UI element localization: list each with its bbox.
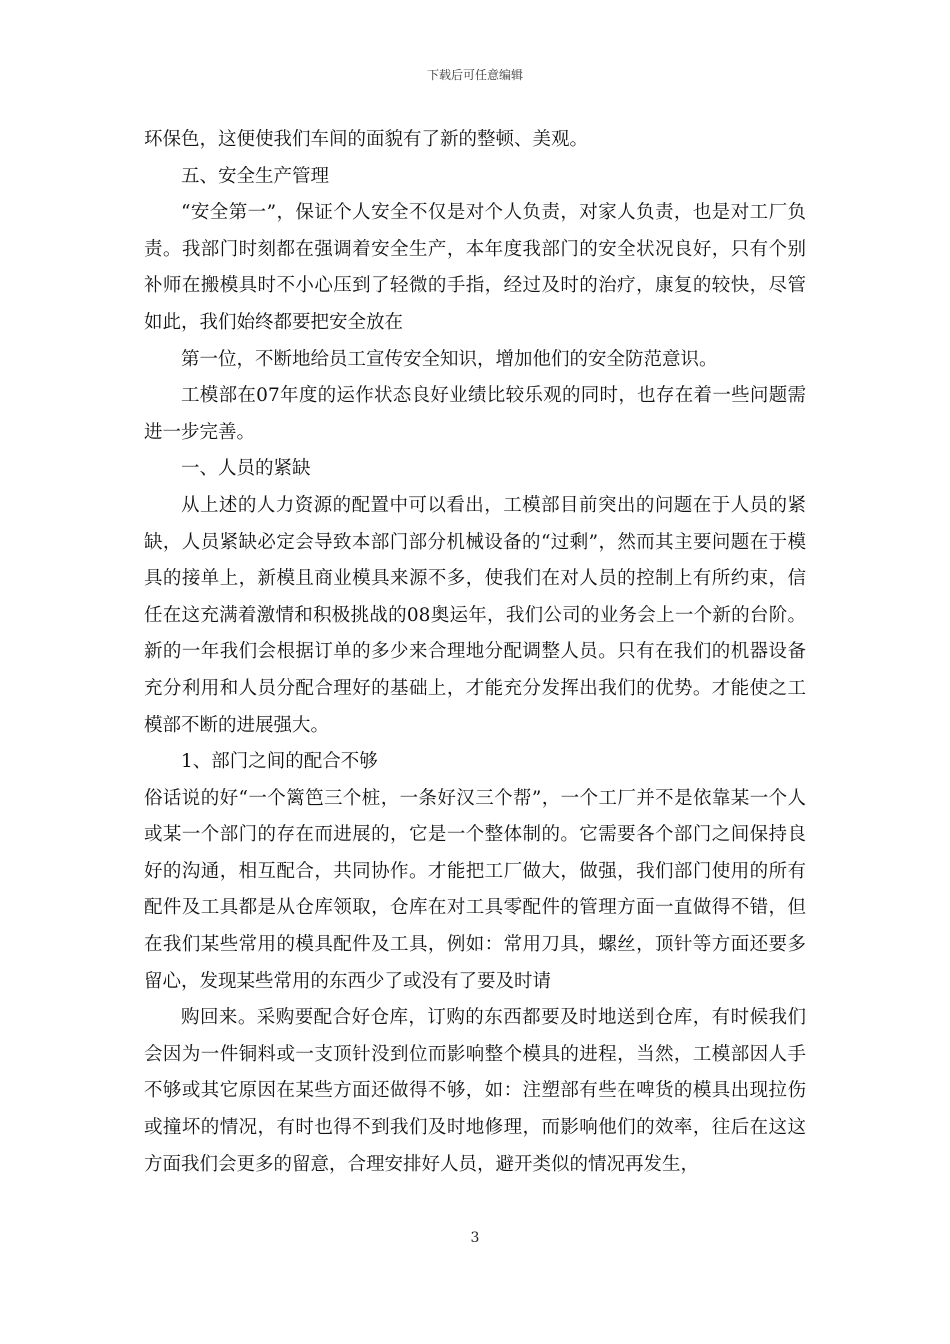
paragraph: 第一位，不断地给员工宣传安全知识，增加他们的安全防范意识。 [181,348,718,370]
paragraph: 从上述的人力资源的配置中可以看出，工模部目前突出的问题在于人员的紧缺，人员紧缺必定会导致本部门部分机械设备的“过剩”，然而其主要问题在于模具的接单上，新模且商业模具来源不多，使我们在对人员的控制上有所约束，信任在这充满着激情和积极挑战的08奥运年，我们公司的业务会上一个新的台阶。新的一年我们会根据订单的多少来合理地分配调整人员。只有在我们的机器设备充分利用和人员分配合理好的基础上，才能充分发挥出我们的优势。才能使之工模部不断的进展强大。 [144,494,806,736]
paragraph: “安全第一”，保证个人安全不仅是对个人负责，对家人负责，也是对工厂负责。我部门时刻都在强调着安全生产，本年度我部门的安全状况良好，只有个别补师在搬模具时不小心压到了轻微的手指，经过及时的治疗，康复的较快，尽管如此，我们始终都要把安全放在 [144,202,806,333]
page-header: 下载后可任意编辑 [426,68,523,82]
section-heading: 五、安全生产管理 [181,165,330,187]
document-body [144,122,806,1183]
paragraph: 俗话说的好“一个篱笆三个桩，一条好汉三个帮”，一个工厂并不是依靠某一个人或某一个部门的存在而进展的，它是一个整体制的。它需要各个部门之间保持良好的沟通，相互配合，共同协作。才能把工厂做大，做强，我们部门使用的所有配件及工具都是从仓库领取，仓库在对工具零配件的管理方面一直做得不错，但在我们某些常用的模具配件及工具，例如：常用刀具，螺丝，顶针等方面还要多留心，发现某些常用的东西少了或没有了要及时请 [144,787,806,992]
section-heading: 一、人员的紧缺 [181,458,311,480]
page-number: 3 [470,1230,480,1246]
paragraph: 购回来。采购要配合好仓库，订购的东西都要及时地送到仓库，有时候我们会因为一件铜料或一支顶针没到位而影响整个模具的进程，当然，工模部因人手不够或其它原因在某些方面还做得不够，如：注塑部有些在啤货的模具出现拉伤或撞坏的情况，有时也得不到我们及时地修理，而影响他们的效率，往后在这这方面我们会更多的留意，合理安排好人员，避开类似的情况再发生， [144,1007,806,1175]
section-heading: 1、部门之间的配合不够 [181,751,378,773]
paragraph: 工模部在07年度的运作状态良好业绩比较乐观的同时，也存在着一些问题需进一步完善。 [144,385,806,443]
paragraph: 环保色，这便使我们车间的面貌有了新的整顿、美观。 [144,129,589,150]
